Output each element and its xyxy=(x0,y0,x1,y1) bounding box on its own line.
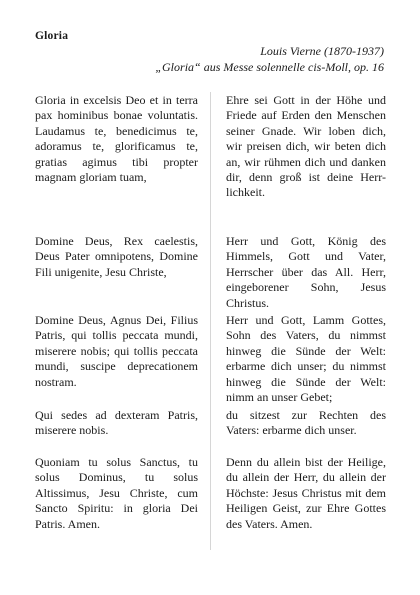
composer-credit: Louis Vierne (1870-1937) xyxy=(260,44,384,58)
column-divider xyxy=(210,92,211,550)
latin-paragraph-gloria: Gloria in excelsis Deo et in terra pax hominibus bonae voluntatis. Laudamus te, benedicimus te, adoramus te, glorificamus te, gratias agimus tibi propter magnam gloriam tuam, xyxy=(35,93,198,185)
german-paragraph-ehre: Ehre sei Gott in der Höhe und Friede auf Erden den Menschen seiner Gnade. Wir loben dich, wir preisen dich, wir beten dich an, wir rühmen dich und danken dir, denn groß ist deine Herr-lichkeit. xyxy=(226,93,386,200)
latin-paragraph-qui-sedes: Qui sedes ad dexteram Patris, miserere nobis. xyxy=(35,408,198,438)
source-credit: „Gloria“ aus Messe solennelle cis-Moll, op. 16 xyxy=(155,60,384,74)
german-paragraph-denn-du-allein: Denn du allein bist der Heilige, du allein der Herr, du allein der Höchste: Jesus Christus mit dem Heiligen Geist, zur Ehre Gottes des Vaters. Amen. xyxy=(226,455,386,531)
german-paragraph-herr-und-gott-koenig: Herr und Gott, König des Himmels, Gott und Vater, Herrscher über das All. Herr, eingeborener Sohn, Jesus Christus. xyxy=(226,234,386,310)
latin-paragraph-domine-deus-rex: Domine Deus, Rex caelestis, Deus Pater omnipotens, Domine Fili unigenite, Jesu Christe, xyxy=(35,234,198,279)
page-title: Gloria xyxy=(35,30,69,42)
latin-paragraph-quoniam: Quoniam tu solus Sanctus, tu solus Dominus, tu solus Altissimus, Jesu Christe, cum Sancto Spiritu: in gloria Dei Patris. Amen. xyxy=(35,455,198,531)
german-paragraph-du-sitzest: du sitzest zur Rechten des Vaters: erbarme dich unser. xyxy=(226,408,386,438)
latin-paragraph-agnus-dei: Domine Deus, Agnus Dei, Filius Patris, qui tollis peccata mundi, miserere nobis; qui tollis peccata mundi, suscipe deprecationem nostram. xyxy=(35,313,198,389)
german-paragraph-lamm-gottes: Herr und Gott, Lamm Gottes, Sohn des Vaters, du nimmst hinweg die Sünde der Welt: erbarme dich unser; du nimmst hinweg die Sünde der Welt: nimm an unser Gebet; xyxy=(226,313,386,405)
